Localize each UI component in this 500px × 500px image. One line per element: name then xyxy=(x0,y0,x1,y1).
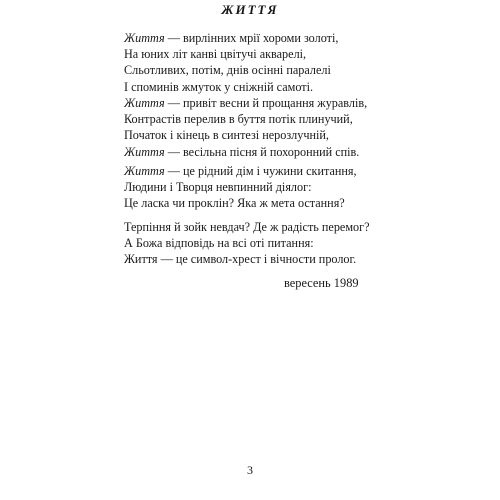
line-text: Сльотливих, потім, днів осінні паралелі xyxy=(124,63,331,78)
poem-line xyxy=(124,195,484,211)
line-text: — привіт весни й прощання журавлів, xyxy=(164,96,368,110)
poem-line xyxy=(124,144,484,160)
stanza-1 xyxy=(124,30,484,95)
line-lead: Життя xyxy=(124,31,165,45)
poem-line xyxy=(124,30,484,46)
line-text: — вирлінних мрії хороми золоті, xyxy=(164,31,339,45)
poem-line xyxy=(124,95,484,111)
line-lead: Життя xyxy=(124,164,165,178)
stanza-4 xyxy=(124,219,484,268)
poem-line xyxy=(124,235,484,251)
line-text: — це рідний дім і чужини скитання, xyxy=(164,164,357,178)
poem-line xyxy=(124,46,484,62)
stanza-2 xyxy=(124,95,484,160)
poem-line xyxy=(124,163,484,179)
line-text: Це ласка чи проклін? Яка ж мета остання? xyxy=(124,196,345,211)
poem-line xyxy=(124,79,484,95)
poem-line xyxy=(124,179,484,195)
line-text: Контрастів перелив в буття потік плинучий, xyxy=(124,112,353,127)
line-text: — весільна пісня й похоронний спів. xyxy=(164,144,360,159)
poem-line xyxy=(124,62,484,78)
line-lead: Життя xyxy=(124,96,165,110)
line-text: І споминів жмуток у сніжній самоті. xyxy=(124,79,314,94)
line-text: А Божа відповідь на всі оті питання: xyxy=(124,236,314,251)
poem-title: ЖИТТЯ xyxy=(221,2,279,17)
poem-line xyxy=(124,127,484,143)
poem-line xyxy=(124,111,484,127)
stanza-3 xyxy=(124,163,484,212)
line-text: Життя — це символ-хрест і вічности пролог. xyxy=(124,252,357,267)
line-text: Людини і Творця невпинний діялог: xyxy=(124,180,312,195)
poem-line xyxy=(124,219,484,235)
page-number: 3 xyxy=(247,463,253,477)
poem-line xyxy=(124,251,484,267)
line-text: Терпіння й зойк невдач? Де ж радість перемог? xyxy=(124,220,370,234)
line-text: Початок і кінець в синтезі нерозлучній, xyxy=(124,128,329,143)
line-text: На юних літ канві цвітучі акварелі, xyxy=(124,47,307,62)
poem-date: вересень 1989 xyxy=(284,276,359,290)
line-lead: Життя xyxy=(124,144,165,159)
